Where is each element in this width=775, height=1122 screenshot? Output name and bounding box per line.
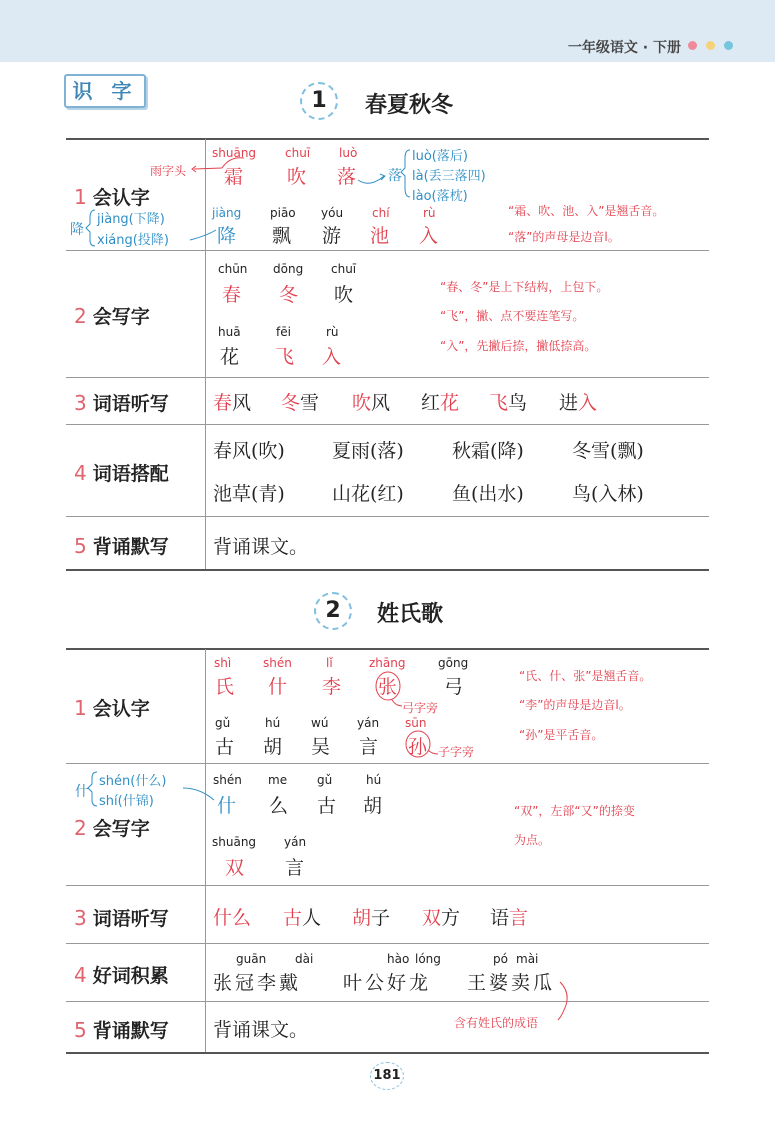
character: 弓: [444, 676, 464, 698]
pinyin: jiàng: [212, 206, 242, 220]
character: 入: [322, 346, 342, 368]
pinyin: huā: [218, 325, 241, 339]
character: 冬: [279, 284, 299, 306]
pinyin: lóng: [415, 952, 441, 966]
pinyin: shuāng: [212, 146, 257, 160]
pinyin: wú: [311, 716, 329, 730]
dictation-word: 进入: [559, 392, 598, 414]
character: 池: [370, 225, 390, 247]
dictation-word: 红花: [421, 392, 460, 414]
recite-text: 背诵课文。: [213, 536, 309, 558]
dictation-word: 胡子: [352, 907, 391, 929]
pinyin: chūn: [218, 262, 248, 276]
writing-note: “春、冬”是上下结构，上包下。: [440, 280, 609, 294]
row-label: 5 背诵默写: [74, 534, 169, 558]
dictation-word: 双方: [422, 907, 461, 929]
character: 胡: [263, 736, 283, 758]
dictation-word: 古人: [283, 907, 322, 929]
writing-note: “飞”，撇、点不要连笔写。: [440, 309, 585, 323]
character: 氏: [215, 676, 235, 698]
pinyin: shén: [213, 773, 242, 787]
good-word: 叶公好龙: [343, 972, 432, 994]
book-title: 一年级语文 · 下册: [567, 40, 681, 56]
character: 游: [322, 225, 342, 247]
collocation-phrase: 夏雨(落): [332, 440, 404, 462]
collocation-phrase: 池草(青): [213, 483, 285, 505]
lesson-title: 姓氏歌: [377, 602, 444, 627]
pinyin: yán: [284, 835, 307, 849]
character: 吴: [311, 736, 331, 758]
writing-note: 为点。: [514, 833, 551, 847]
pinyin: guān: [236, 952, 267, 966]
lesson-number-badge: 1: [300, 82, 338, 120]
pinyin: hào: [387, 952, 410, 966]
character: 春: [222, 284, 242, 306]
pinyin: rù: [326, 325, 339, 339]
pinyin: pó: [493, 952, 508, 966]
lesson-number-badge: 2: [314, 592, 352, 630]
row-label: 4 好词积累: [74, 963, 169, 987]
collocation-phrase: 鸟(入林): [572, 483, 644, 505]
pinyin: hú: [366, 773, 382, 787]
pinyin: me: [268, 773, 288, 787]
pinyin: mài: [516, 952, 539, 966]
row-label: 4 词语搭配: [74, 461, 169, 485]
dictation-word: 春风: [213, 392, 252, 414]
pinyin: luò: [339, 146, 358, 160]
character: 言: [285, 857, 305, 879]
pinyin: yóu: [321, 206, 344, 220]
pinyin: gǔ: [317, 773, 333, 787]
collocation-phrase: 鱼(出水): [452, 483, 524, 505]
character: 霜: [224, 166, 244, 188]
character: 李: [322, 676, 342, 698]
section-tag: 识 字: [64, 74, 146, 108]
polyphone-reading: shí(什锦): [99, 794, 154, 809]
polyphone-char: 降: [70, 222, 84, 238]
character: 入: [419, 225, 439, 247]
row-label: 1 会认字: [74, 185, 150, 209]
character: 么: [269, 795, 289, 817]
character: 孙: [408, 736, 428, 758]
row-label: 3 词语听写: [74, 391, 169, 415]
collocation-phrase: 春风(吹): [213, 440, 285, 462]
polyphone-reading: jiàng(下降): [97, 212, 165, 227]
row-label: 3 词语听写: [74, 906, 169, 930]
row-label: 2 会写字: [74, 816, 150, 840]
pronunciation-note: “氏、什、张”是翘舌音。: [519, 669, 652, 683]
character: 古: [215, 736, 235, 758]
polyphone-char: 落: [388, 168, 402, 184]
pinyin: dōng: [273, 262, 304, 276]
polyphone-reading: xiáng(投降): [97, 233, 169, 248]
dictation-word: 语言: [490, 907, 529, 929]
polyphone-reading: shén(什么): [99, 774, 167, 789]
polyphone-reading: là(丢三落四): [412, 169, 486, 184]
character: 言: [359, 736, 379, 758]
pronunciation-note: “李”的声母是边音l。: [519, 698, 631, 712]
page-number: 181: [370, 1062, 404, 1090]
pronunciation-note: “霜、吹、池、入”是翘舌音。: [508, 204, 665, 218]
pinyin: zhāng: [369, 656, 406, 670]
character: 飘: [272, 225, 292, 247]
pronunciation-note: “孙”是平舌音。: [519, 728, 604, 742]
pinyin: shén: [263, 656, 292, 670]
character: 落: [337, 166, 357, 188]
character: 什: [217, 795, 237, 817]
pinyin: piāo: [270, 206, 296, 220]
pinyin: shì: [214, 656, 232, 670]
character: 飞: [275, 346, 295, 368]
lesson-title: 春夏秋冬: [365, 93, 454, 118]
dictation-word: 冬雪: [281, 392, 320, 414]
collocation-phrase: 山花(红): [332, 483, 404, 505]
pinyin: lǐ: [326, 656, 333, 670]
character: 古: [317, 795, 337, 817]
dictation-word: 吹风: [352, 392, 391, 414]
collocation-phrase: 冬雪(飘): [572, 440, 644, 462]
character: 降: [217, 225, 237, 247]
pinyin: chuī: [285, 146, 311, 160]
character: 吹: [287, 166, 307, 188]
pinyin: chuī: [331, 262, 357, 276]
character: 吹: [334, 284, 354, 306]
pinyin: sūn: [405, 716, 427, 730]
writing-note: “入”，先撇后捺，撇低捺高。: [440, 339, 597, 353]
pinyin: gōng: [438, 656, 469, 670]
character: 双: [225, 857, 245, 879]
good-word: 张冠李戴: [213, 972, 302, 994]
polyphone-reading: lào(落枕): [412, 189, 468, 204]
pinyin: yán: [357, 716, 380, 730]
character: 花: [220, 346, 240, 368]
good-word: 王婆卖瓜: [467, 972, 556, 994]
row-label: 5 背诵默写: [74, 1018, 169, 1042]
pinyin: chí: [372, 206, 390, 220]
pinyin: shuāng: [212, 835, 257, 849]
dictation-word: 飞鸟: [489, 392, 528, 414]
idiom-note: 含有姓氏的成语: [454, 1016, 539, 1030]
pinyin: gǔ: [215, 716, 231, 730]
dictation-word: 什么: [213, 907, 252, 929]
pinyin: fēi: [276, 325, 291, 339]
polyphone-reading: luò(落后): [412, 149, 468, 164]
pinyin: rù: [423, 206, 436, 220]
pronunciation-note: “落”的声母是边音l。: [508, 230, 620, 244]
row-label: 2 会写字: [74, 304, 150, 328]
writing-note: “双”，左部“又”的捺变: [514, 804, 635, 818]
pinyin: dài: [295, 952, 314, 966]
polyphone-char: 什: [75, 784, 89, 800]
pinyin: hú: [265, 716, 281, 730]
radical-note: 弓字旁: [402, 701, 439, 715]
character: 张: [378, 676, 398, 698]
collocation-phrase: 秋霜(降): [452, 440, 524, 462]
row-label: 1 会认字: [74, 696, 150, 720]
character: 什: [268, 676, 288, 698]
recite-text: 背诵课文。: [213, 1019, 309, 1041]
radical-note: 子字旁: [438, 745, 475, 759]
radical-note: 雨字头: [150, 164, 187, 178]
character: 胡: [363, 795, 383, 817]
